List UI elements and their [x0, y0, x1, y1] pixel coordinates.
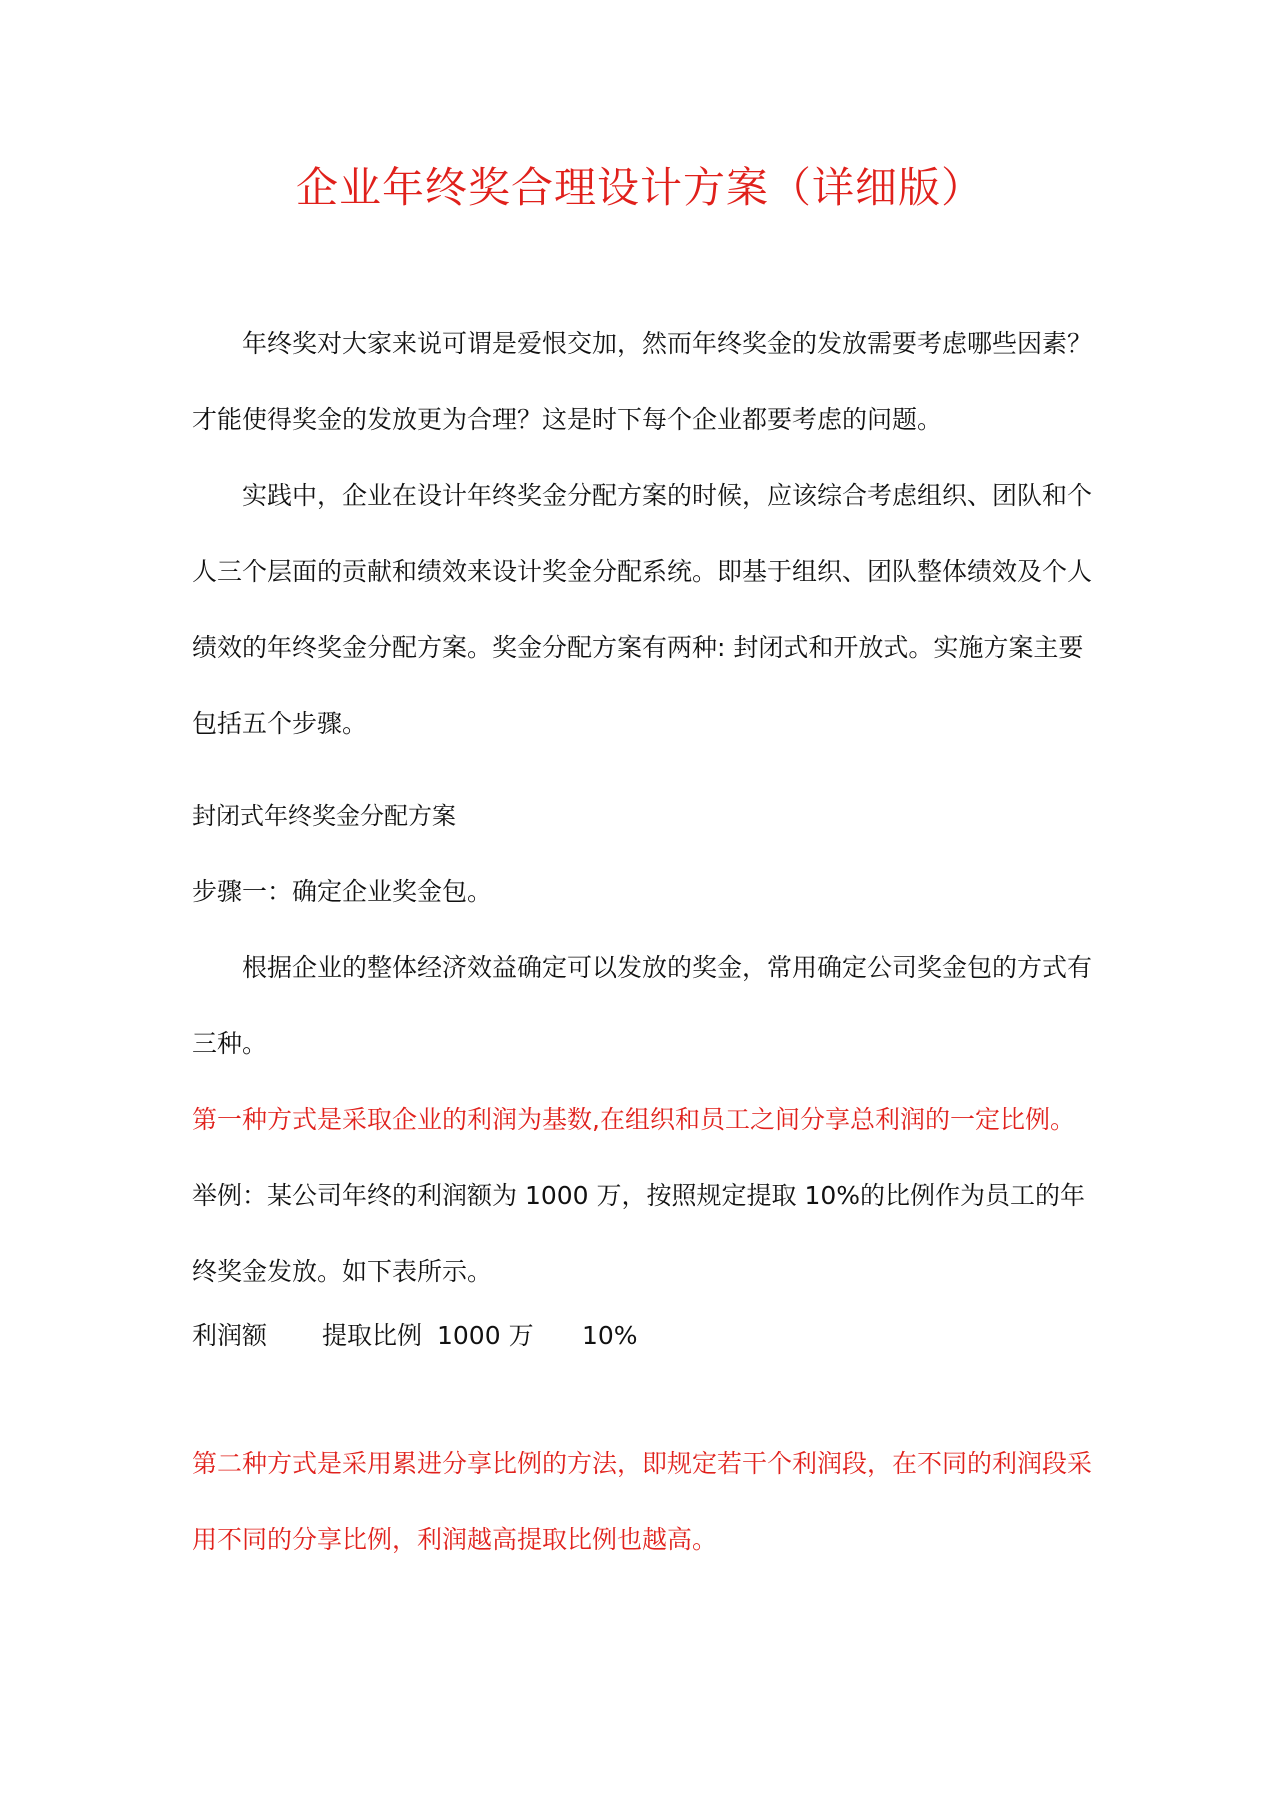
profit-table-row	[192, 1316, 638, 1356]
step-one-description: 根据企业的整体经济效益确定可以发放的奖金，常用确定公司奖金包的方式有三种。	[192, 953, 1093, 1058]
table-cell-profit-label: 利润额	[192, 1321, 268, 1350]
document-title: 企业年终奖合理设计方案（详细版）	[295, 163, 984, 212]
section-heading: 封闭式年终奖金分配方案	[192, 802, 456, 830]
step-one-heading: 步骤一：确定企业奖金包。	[192, 877, 493, 906]
method-two-text: 第二种方式是采用累进分享比例的方法，即规定若干个利润段，在不同的利润段采用不同的分享比例，利润越高提取比例也越高。	[192, 1449, 1093, 1554]
table-cell-ratio-value: 10%	[582, 1321, 638, 1350]
example-one-text: 举例：某公司年终的利润额为 1000 万，按照规定提取 10%的比例作为员工的年终奖金发放。如下表所示。	[192, 1181, 1086, 1286]
intro-paragraph-2: 实践中，企业在设计年终奖金分配方案的时候，应该综合考虑组织、团队和个人三个层面的贡献和绩效来设计奖金分配系统。即基于组织、团队整体绩效及个人绩效的年终奖金分配方案。奖金分配方案有两种: 封闭式和开放式。实施方案主要包括五个步骤。	[192, 481, 1093, 738]
table-cell-ratio-label: 提取比例	[322, 1321, 423, 1350]
table-cell-profit-value: 1000 万	[437, 1321, 534, 1350]
intro-paragraph-1: 年终奖对大家来说可谓是爱恨交加，然而年终奖金的发放需要考虑哪些因素？才能使得奖金的发放更为合理？这是时下每个企业都要考虑的问题。	[192, 329, 1093, 434]
method-one-text: 第一种方式是采取企业的利润为基数,在组织和员工之间分享总利润的一定比例。	[192, 1105, 1075, 1134]
